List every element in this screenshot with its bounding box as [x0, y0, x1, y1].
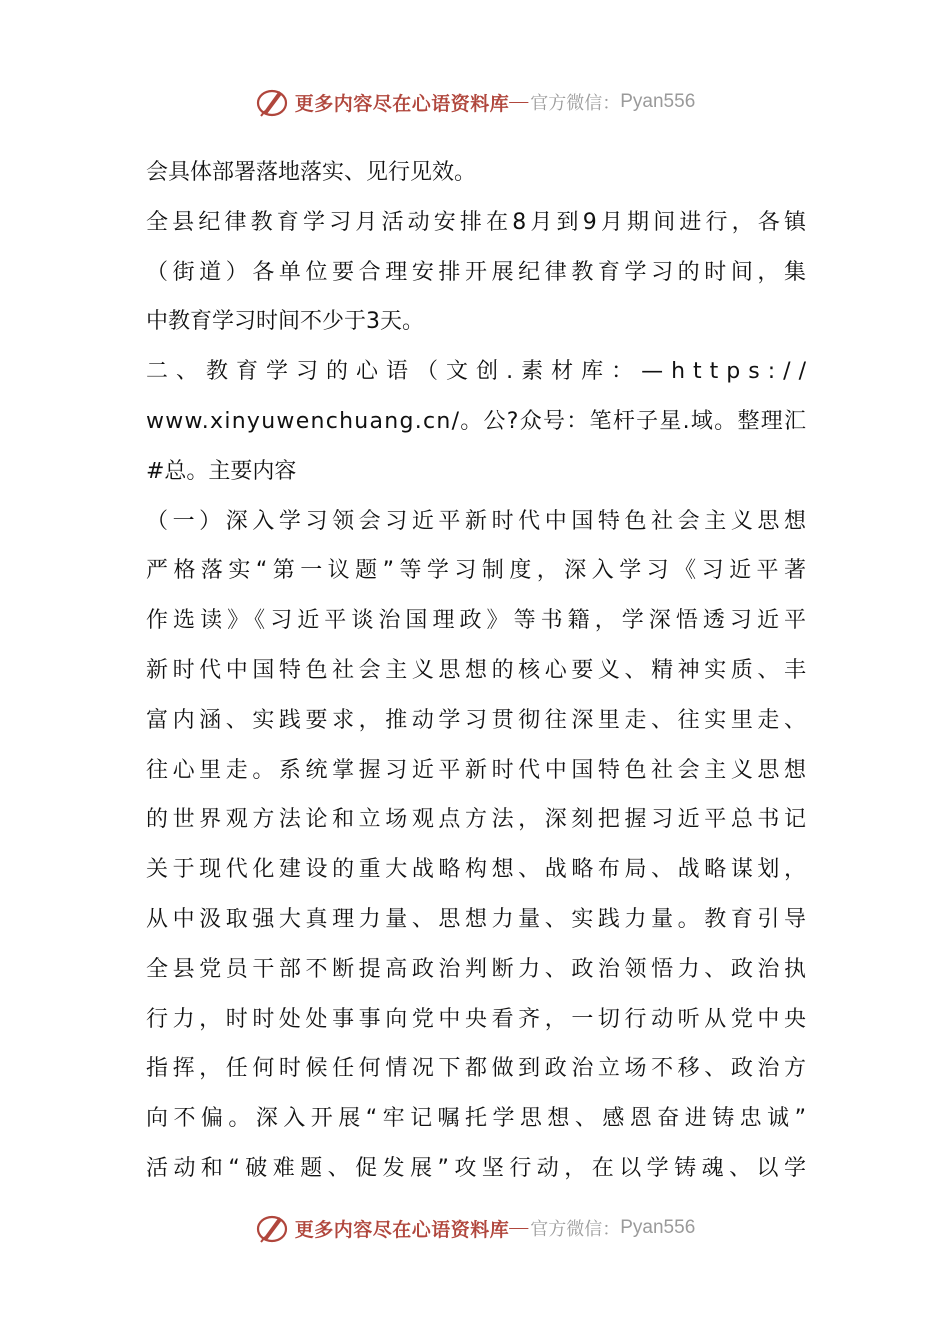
text-line: （街道）各单位要合理安排开展纪律教育学习的时间，集: [146, 259, 811, 285]
text-line: 指挥，任何时候任何情况下都做到政治立场不移、政治方: [146, 1056, 811, 1082]
wechat-id: Pyan556: [620, 91, 696, 112]
text-line: 行力，时时处处事事向党中央看齐，一切行动听从党中央: [146, 1006, 811, 1032]
wechat-label: 官方微信：: [530, 1219, 621, 1240]
text-line: 活动和“破难题、促发展”攻坚行动，在以学铸魂、以学: [146, 1155, 812, 1181]
text-line: 严格落实“第一议题”等学习制度，深入学习《习近平著: [146, 558, 812, 584]
wechat-id: Pyan556: [620, 1217, 696, 1238]
text-line: 会具体部署落地落实、见行见效。: [146, 160, 477, 185]
text-line: 富内涵、实践要求，推动学习贯彻往深里走、往实里走、: [146, 707, 811, 733]
text-line: 关于现代化建设的重大战略构想、战略布局、战略谋划，: [146, 857, 811, 883]
quill-pen-logo-icon: [255, 1211, 289, 1245]
text-line: 向不偏。深入开展“牢记嘱托学思想、感恩奋进铸忠诚”: [146, 1106, 812, 1132]
document-body: [146, 148, 814, 1194]
header-banner: [0, 84, 950, 120]
text-line: 往心里走。系统掌握习近平新时代中国特色社会主义思想: [146, 757, 811, 783]
text-line: 全县党员干部不断提高政治判断力、政治领悟力、政治执: [146, 956, 811, 982]
text-line: www.xinyuwenchuang.cn/。公?众号：笔杆子星.域。整理汇: [146, 408, 808, 434]
text-line: 全县纪律教育学习月活动安排在8月到9月期间进行，各镇: [146, 209, 811, 235]
banner-dash: —: [509, 91, 529, 112]
wechat-label: 官方微信：: [530, 93, 621, 114]
footer-banner: [0, 1210, 950, 1246]
text-line: 作选读》《习近平谈治国理政》等书籍，学深悟透习近平: [146, 608, 812, 634]
quill-pen-logo-icon: [255, 85, 289, 119]
banner-dash: —: [509, 1217, 529, 1238]
text-line: 新时代中国特色社会主义思想的核心要义、精神实质、丰: [146, 657, 811, 683]
text-line: 二、教育学习的心语（文创.素材库：—https://: [146, 359, 814, 385]
text-line: （一）深入学习领会习近平新时代中国特色社会主义思想: [146, 508, 811, 534]
text-line: #总。主要内容: [146, 458, 297, 484]
text-line: 的世界观方法论和立场观点方法，深刻把握习近平总书记: [146, 807, 811, 833]
banner-title: 更多内容尽在心语资料库: [294, 1218, 510, 1241]
text-line: 中教育学习时间不少于3天。: [146, 309, 424, 335]
text-line: 从中汲取强大真理力量、思想力量、实践力量。教育引导: [146, 906, 811, 932]
banner-title: 更多内容尽在心语资料库: [294, 92, 510, 115]
